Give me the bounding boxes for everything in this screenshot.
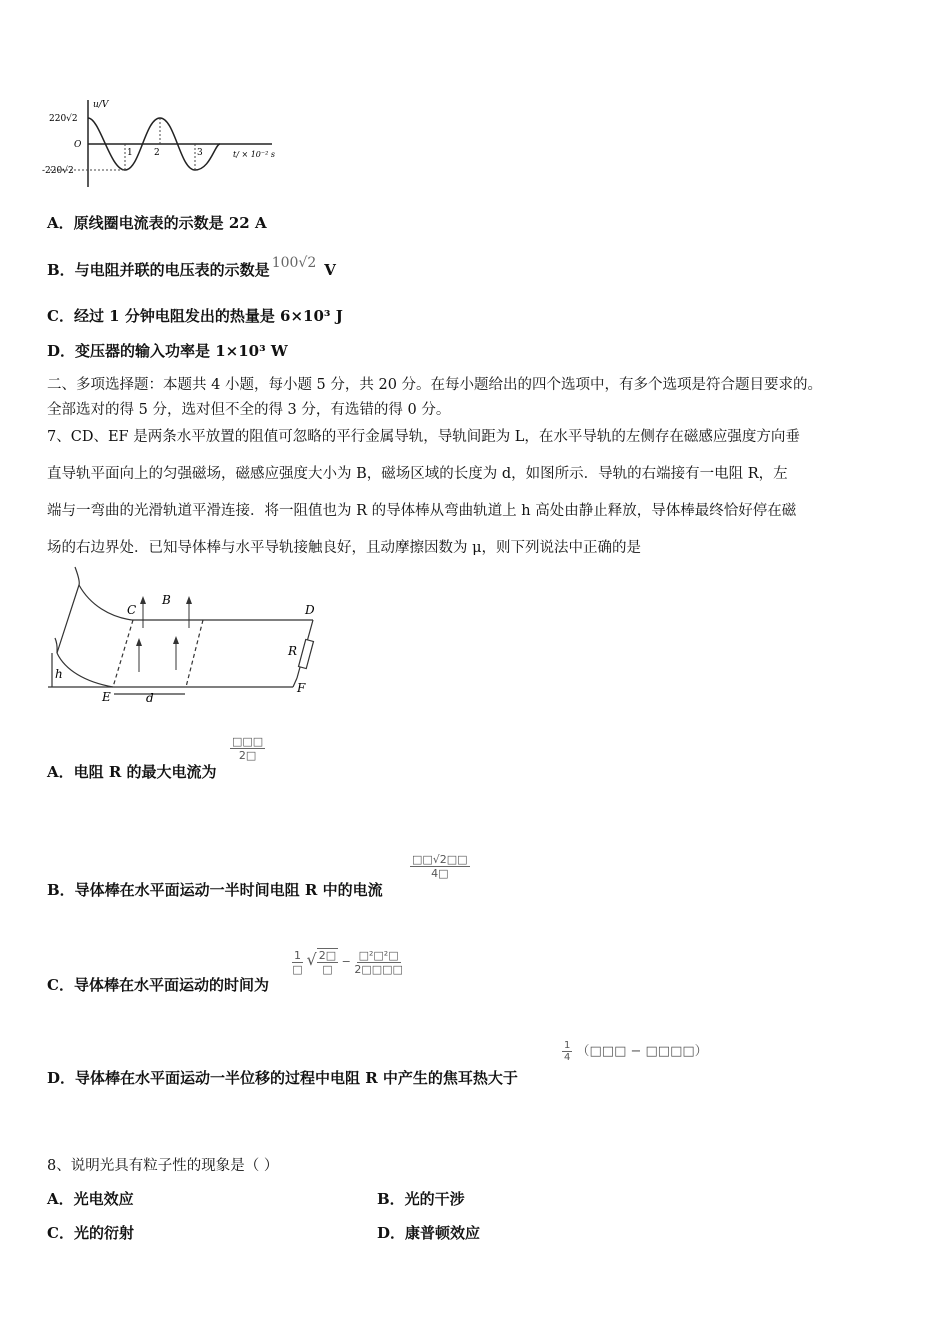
y-max-label: 220√2 — [49, 114, 78, 124]
q6-option-a: A．原线圈电流表的示数是 22 A — [47, 214, 267, 232]
q7-option-c: C．导体棒在水平面运动的时间为 — [47, 976, 269, 994]
q7-option-a-formula: $\frac{□□□}{2□}$ — [232, 735, 264, 762]
q8-option-d: D．康普顿效应 — [377, 1224, 481, 1242]
q6-option-b-formula: 100√2 — [271, 255, 317, 271]
q7-stem-line4: 场的右边界处．已知导体棒与水平导轨接触良好，且动摩擦因数为 μ，则下列说法中正确的是 — [47, 540, 642, 556]
x-axis-label: t/ × 10⁻² s — [233, 150, 275, 159]
q7-option-b-formula: $\frac{□□√2□□}{4□}$ — [412, 853, 468, 880]
q7-option-b: B．导体棒在水平面运动一半时间电阻 R 中的电流 — [47, 881, 383, 899]
rail-diagram — [40, 560, 330, 710]
q7-option-c-formula: $\frac{1}{□}$ √ $\frac{2□}{□}$ − $\frac{\text{□²□²□}}{2□□□□}$ — [292, 948, 403, 976]
q6-option-b-unit: V — [324, 261, 336, 279]
label-c: C — [127, 603, 137, 617]
x-tick-3: 3 — [197, 148, 203, 158]
q6-option-b — [47, 255, 336, 280]
q8-stem: 8、说明光具有粒子性的现象是（ ） — [47, 1158, 279, 1174]
section-heading-line1: 二、多项选择题：本题共 4 小题，每小题 5 分，共 20 分。在每小题给出的四个选项中，有多个选项是符合题目要求的。 — [47, 377, 823, 393]
q8-option-c: C．光的衍射 — [47, 1224, 134, 1242]
q8-option-b: B．光的干涉 — [377, 1190, 465, 1208]
q7-option-d-formula: $\frac{1}{4}$ （□□□ − □□□□） — [564, 1040, 708, 1063]
x-tick-1: 1 — [127, 148, 133, 158]
section-heading-line2: 全部选对的得 5 分，选对但不全的得 3 分，有选错的得 0 分。 — [47, 402, 451, 418]
q8-option-a: A．光电效应 — [47, 1190, 134, 1208]
q7-option-a: A．电阻 R 的最大电流为 — [47, 763, 217, 781]
x-tick-2: 2 — [154, 148, 160, 158]
q6-option-b-text: B．与电阻并联的电压表的示数是 — [47, 261, 270, 279]
q7-stem-line2: 直导轨平面向上的匀强磁场，磁感应强度大小为 B，磁场区域的长度为 d，如图所示．导轨的右端接有一电阻 R，左 — [47, 466, 788, 482]
y-min-label: -220√2 — [42, 166, 74, 176]
label-h: h — [55, 667, 63, 681]
y-axis-label: u/V — [93, 100, 109, 110]
label-e: E — [102, 690, 111, 704]
label-d: D — [305, 603, 315, 617]
label-f: F — [297, 681, 306, 695]
voltage-waveform-graph — [40, 95, 290, 190]
q6-option-d: D．变压器的输入功率是 1×10³ W — [47, 342, 288, 360]
label-b: B — [162, 593, 171, 607]
origin-label: O — [74, 140, 82, 150]
label-d-length: d — [146, 691, 154, 705]
q7-stem-line3: 端与一弯曲的光滑轨道平滑连接．将一阻值也为 R 的导体棒从弯曲轨道上 h 高处由静止释放，导体棒最终恰好停在磁 — [47, 503, 797, 519]
q7-stem-line1: 7、CD、EF 是两条水平放置的阻值可忽略的平行金属导轨，导轨间距为 L，在水平导轨的左侧存在磁感应强度方向垂 — [47, 429, 800, 445]
q7-option-d: D．导体棒在水平面运动一半位移的过程中电阻 R 中产生的焦耳热大于 — [47, 1069, 518, 1087]
label-r: R — [288, 644, 298, 658]
q6-option-c: C．经过 1 分钟电阻发出的热量是 6×10³ J — [47, 307, 343, 325]
